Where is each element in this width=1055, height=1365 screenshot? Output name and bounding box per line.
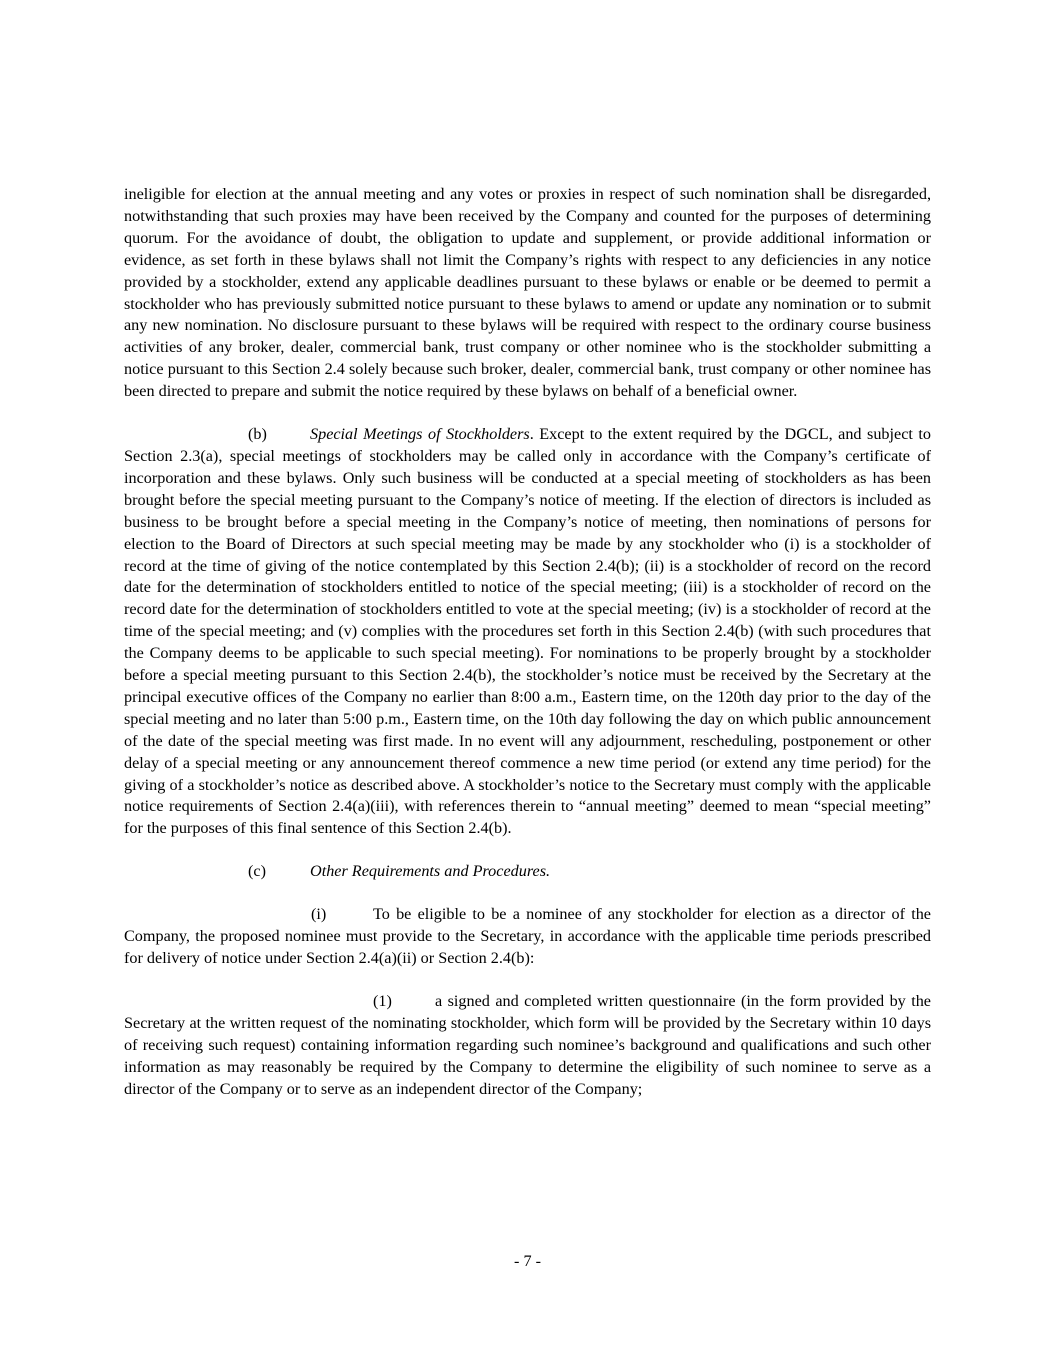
- section-b-heading: Special Meetings of Stockholders: [310, 425, 530, 444]
- page-number: - 7 -: [514, 1252, 541, 1270]
- document-page: [124, 184, 931, 1121]
- paragraph-section-c-i-1: [124, 991, 931, 1101]
- section-c-i-1-marker: (1): [373, 991, 392, 1010]
- section-b-marker: (b): [248, 425, 267, 444]
- paragraph-section-c-i: [124, 904, 931, 970]
- section-c-marker: (c): [248, 862, 266, 881]
- paragraph-continuation: ineligible for election at the annual meeting and any votes or proxies in respect of such nomination shall be disregarded, notwithstanding that such proxies may have been received by the Company and counted for the purposes of determining quorum. For the avoidance of doubt, the obligation to update and supplement, or provide additional information or evidence, as set forth in these bylaws shall not limit the Company’s rights with respect to any deficiencies in any notice provided by a stockholder, extend any applicable deadlines pursuant to these bylaws or enable or be deemed to permit a stockholder who has previously submitted notice pursuant to these bylaws to amend or update any nomination or to submit any new nomination. No disclosure pursuant to these bylaws will be required with respect to the ordinary course business activities of any broker, dealer, commercial bank, trust company or other nominee who is the stockholder submitting a notice pursuant to this Section 2.4 solely because such broker, dealer, commercial bank, trust company or other nominee has been directed to prepare and submit the notice required by these bylaws on behalf of a beneficial owner.: [124, 185, 931, 401]
- section-c-i-1-text: a signed and completed written questionnaire (in the form provided by the Secretary at the written request of the nominating stockholder, which form will be provided by the Secretary within 10 days of receiving such request) containing information regarding such nominee’s background and qualifications and such other information as may reasonably be required by the Company to determine the eligibility of such nominee to serve as a director of the Company or to serve as an independent director of the Company;: [124, 991, 931, 1098]
- section-c-i-text: To be eligible to be a nominee of any stockholder for election as a director of the Company, the proposed nominee must provide to the Secretary, in accordance with the applicable time periods prescribed for delivery of notice under Section 2.4(a)(ii) or Section 2.4(b):: [124, 905, 931, 967]
- section-c-i-marker: (i): [311, 905, 327, 924]
- section-b-text: . Except to the extent required by the DGCL, and subject to Section 2.3(a), special meetings of stockholders may be called only in accordance with the Company’s certificate of incorporation and these bylaws. Only such business will be conducted at a special meeting of stockholders as has been brought before the special meeting pursuant to the Company’s notice of meeting. If the election of directors is included as business to be brought before a special meeting in the Company’s notice of meeting, then nominations of persons for election to the Board of Directors at such special meeting may be made by any stockholder who (i) is a stockholder of record at the time of giving of the notice contemplated by this Section 2.4(b); (ii) is a stockholder of record on the record date for the determination of stockholders entitled to notice of the special meeting; (iii) is a stockholder of record on the record date for the determination of stockholders entitled to vote at the special meeting; (iv) is a stockholder of record at the time of the special meeting; and (v) complies with the procedures set forth in this Section 2.4(b) (with such procedures that the Company deems to be applicable to such special meeting). For nominations to be properly brought by a stockholder before a special meeting pursuant to this Section 2.4(b), the stockholder’s notice must be received by the Secretary at the principal executive offices of the Company no earlier than 8:00 a.m., Eastern time, on the 120th day prior to the day of the special meeting and no later than 5:00 p.m., Eastern time, on the 10th day following the day on which public announcement of the date of the special meeting was first made. In no event will any adjournment, rescheduling, postponement or other delay of a special meeting or any announcement thereof commence a new time period (or extend any time period) for the giving of a stockholder’s notice as described above. A stockholder’s notice to the Secretary must comply with the applicable notice requirements of Section 2.4(a)(iii), with references therein to “annual meeting” deemed to mean “special meeting” for the purposes of this final sentence of this Section 2.4(b).: [124, 425, 931, 838]
- section-c-heading: Other Requirements and Procedures.: [310, 862, 551, 881]
- paragraph-section-c: [124, 861, 931, 883]
- paragraph-section-b: [124, 424, 931, 840]
